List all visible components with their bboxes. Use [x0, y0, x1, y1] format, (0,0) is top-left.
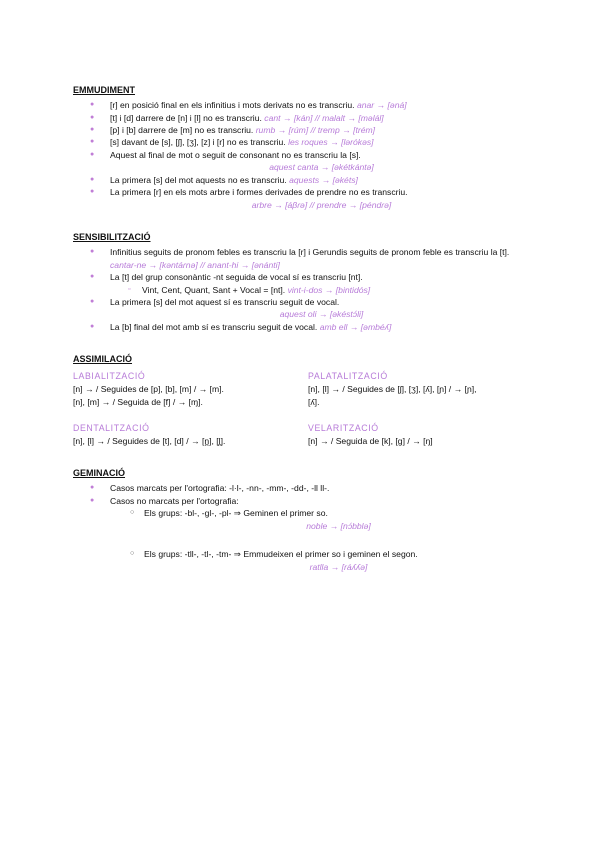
example: ratlla → [ráʎʎə] — [309, 561, 368, 572]
rule-line: [n], [m] → / Seguida de [f] / → [ɱ]. — [73, 396, 203, 407]
list-item: ● Casos marcats per l'ortografia: -l·l-, -nn-, -mm-, -dd-, -ll ll-. — [73, 482, 533, 494]
list-item: ● La primera [s] del mot aquests no es transcriu. aquests → [əkéts] — [73, 174, 533, 186]
example: les roques → [lərókəs] — [288, 137, 374, 148]
example: aquest canta → [əkétkántə] — [269, 162, 374, 173]
section-assimilacio — [73, 353, 533, 447]
sub-item: ○ Els grups: -tll-, -tl-, -tm- ⇒ Emmudeixen el primer so i geminen el segon. ratlla → [ráʎʎə] — [110, 548, 533, 573]
example: cantar-ne → [kəntáɾnə] // anant-hi → [ənánti] — [110, 259, 280, 270]
example: rumb → [rúm] // tremp → [trém] — [255, 124, 376, 135]
rule-line: [n] → / Seguida de [k], [g] / → [ŋ] — [308, 435, 433, 446]
rule-line: [ʎ]. — [308, 396, 320, 407]
example: aquests → [əkéts] — [289, 174, 358, 185]
example: noble → [nɔ́bblə] — [306, 520, 371, 531]
rule-line: [n], [l] → / Seguides de [t], [d] / → [n̪], [l̪]. — [73, 435, 226, 446]
assimilation-row — [73, 420, 533, 447]
palatalitzacio-block — [308, 368, 533, 408]
list-item: ● La primera [r] en els mots arbre i formes derivades de prendre no es transcriu. arbre → [áβɾə] // prendre → [péndɾə] — [73, 186, 533, 211]
dentalitzacio-block — [73, 420, 298, 447]
list-item: ● [p] i [b] darrere de [m] no es transcriu. rumb → [rúm] // tremp → [trém] — [73, 124, 533, 136]
example: amb ell → [əmbéʎ] — [319, 321, 392, 332]
sub-item: ▫ Vint, Cent, Quant, Sant + Vocal = [nt]. vint-i-dos → [bintidós] — [110, 284, 533, 296]
assimilation-row — [73, 368, 533, 408]
bullet-list — [73, 99, 533, 211]
example: arbre → [áβɾə] // prendre → [péndɾə] — [251, 199, 392, 210]
section-emmudiment — [73, 84, 533, 211]
sub-list — [110, 548, 533, 573]
labialitzacio-block — [73, 368, 298, 408]
list-item: ● La [t] del grup consonàntic -nt seguida de vocal sí es transcriu [nt]. ▫ Vint, Cent, Quant, Sant + Vocal = [nt]. vint-i-dos → [bintidós] — [73, 271, 533, 296]
example: aquest oli → [əkéstɔ́li] — [279, 309, 364, 320]
list-item: ● Infinitius seguits de pronom febles es transcriu la [r] i Gerundis seguits de pronom feble es transcriu la [t]. cantar-ne → [kəntáɾnə] // anant-hi → [ənánti] — [73, 246, 533, 271]
list-item: ● La primera [s] del mot aquest sí es transcriu seguit de vocal. aquest oli → [əkéstɔ́li] — [73, 296, 533, 321]
rule-line: [n] → / Seguides de [p], [b], [m] / → [m]. — [73, 384, 224, 395]
list-item: ● [t] i [d] darrere de [n] i [l] no es transcriu. cant → [kán] // malalt → [məlál] — [73, 112, 533, 124]
section-title: GEMINACIÓ — [73, 468, 126, 479]
example: anar → [əná] — [356, 100, 407, 111]
list-item: ● [r] en posició final en els infinitius i mots derivats no es transcriu. anar → [əná] — [73, 99, 533, 111]
bullet-list — [73, 246, 533, 333]
subsection-title: VELARITZACIÓ — [308, 423, 379, 434]
sub-item: ○ Els grups: -bl-, -gl-, -pl- ⇒ Geminen el primer so. noble → [nɔ́bblə] — [110, 507, 533, 532]
subsection-title: DENTALITZACIÓ — [73, 423, 150, 434]
subsection-title: PALATALITZACIÓ — [308, 371, 388, 382]
velaritzacio-block — [308, 420, 533, 447]
example: vint-i-dos → [bintidós] — [287, 284, 371, 295]
section-geminacio — [73, 467, 533, 573]
rule-line: [n], [l] → / Seguides de [ʃ], [ʒ], [ʎ], [ɲ] / → [ɲ], — [308, 384, 477, 395]
section-title: EMMUDIMENT — [73, 85, 135, 95]
list-item: ● La [b] final del mot amb sí es transcriu seguit de vocal. amb ell → [əmbéʎ] — [73, 321, 533, 333]
section-title: SENSIBILITZACIÓ — [73, 232, 151, 243]
subsection-title: LABIALITZACIÓ — [73, 371, 146, 382]
example: cant → [kán] // malalt → [məlál] — [264, 112, 384, 123]
list-item: ● Aquest al final de mot o seguit de consonant no es transcriu la [s]. aquest canta → [əkétkántə] — [73, 149, 533, 174]
bullet-list — [73, 482, 533, 573]
sub-list — [110, 284, 533, 296]
list-item: ● Casos no marcats per l'ortografia: ○ Els grups: -bl-, -gl-, -pl- ⇒ Geminen el primer so. noble → [nɔ́bblə] ○ Els grups: -tll-, -tl-, -tm- ⇒ Emmudeixen el primer so i geminen el segon. ratlla → [ráʎʎə] — [73, 495, 533, 573]
document-page — [73, 84, 533, 585]
section-sensibilitzacio — [73, 231, 533, 333]
section-title: ASSIMILACIÓ — [73, 354, 133, 365]
list-item: ● [s] davant de [s], [ʃ], [ʒ], [z] i [r] no es transcriu. les roques → [lərókəs] — [73, 136, 533, 148]
sub-list — [110, 507, 533, 532]
